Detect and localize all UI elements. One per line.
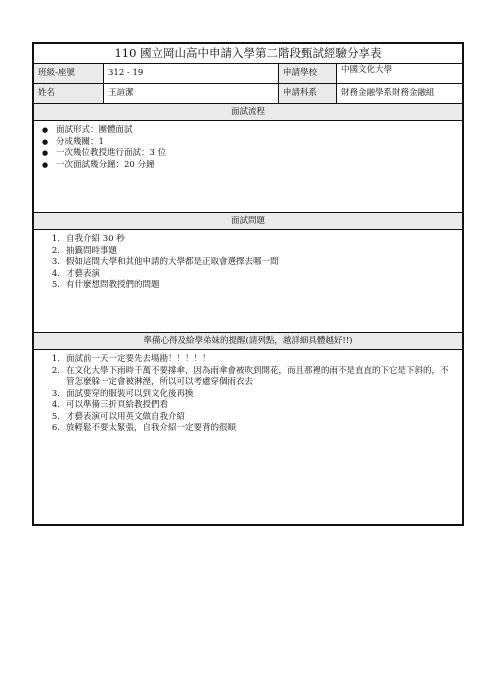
info-row-2 (34, 84, 462, 104)
info-row-1 (34, 64, 462, 84)
list-item: ● 一次面試幾分鐘：20 分鐘 (34, 160, 456, 172)
school-label: 申請學校 (279, 64, 337, 83)
list-item: 6. 放輕鬆不要太緊張，自我介紹一定要背的很順 (51, 423, 237, 433)
list-item: 5. 才藝表演可以用英文做自我介紹 (51, 411, 186, 422)
advice-section-body (34, 350, 462, 435)
bullet-icon: ● (42, 137, 49, 146)
list-item: ● 分成幾關：1 (34, 137, 456, 149)
questions-list (34, 234, 456, 292)
name-value: 王諠潔 (104, 84, 279, 103)
list-item: 2. 抽籤問時事題 (51, 245, 118, 256)
class-seat-value: 312 - 19 (104, 64, 279, 83)
list-item: ● 一次幾位教授進行面試：3 位 (34, 148, 456, 160)
department-label: 申請科系 (279, 84, 337, 103)
advice-section-header: 準備心得及給學弟妹的提醒(請列點，越詳細具體越好!!) (34, 333, 462, 350)
process-section-body (34, 121, 462, 213)
bullet-icon: ● (42, 126, 49, 134)
list-item: 1. 面試前一天一定要先去場勘！！！！！ (51, 354, 211, 364)
advice-list (34, 354, 456, 435)
list-item: 1. 自我介紹 30 秒 (51, 234, 125, 244)
interview-experience-form (32, 42, 464, 526)
process-section-header: 面試流程 (34, 104, 462, 121)
list-item: 4. 才藝表演 (51, 268, 101, 279)
list-item: 4. 可以準備三折頁給教授們看 (51, 400, 169, 410)
school-value: 中國文化大學 (341, 65, 393, 75)
list-item: ● 面試形式：團體面試 (34, 125, 456, 137)
class-seat-label: 班級-座號 (34, 64, 104, 83)
list-item: 3. 面試要穿的服裝可以到文化後再換 (51, 388, 194, 399)
form-title: 110 國立岡山高中申請入學第二階段甄試經驗分享表 (34, 44, 462, 64)
questions-section-body (34, 230, 462, 333)
department-value: 財務金融學系財務金融組 (341, 88, 435, 98)
questions-section-header: 面試問題 (34, 213, 462, 230)
list-item: 3. 假如這間大學和其他申請的大學都是正取會選擇去哪一間 (51, 257, 279, 267)
bullet-icon: ● (42, 160, 49, 169)
list-item: 2. 在文化大學下雨時千萬不要撐傘，因為雨傘會被吹到開花，而且那裡的雨不是直直的下它是下斜的，不管怎麼躲一定會被淋溼，所以可以考慮穿個雨衣去 (51, 365, 449, 387)
bullet-icon: ● (42, 149, 49, 157)
name-label: 姓名 (34, 84, 104, 103)
list-item: 5. 有什麼想問教授們的問題 (51, 280, 160, 290)
process-list (34, 125, 456, 171)
